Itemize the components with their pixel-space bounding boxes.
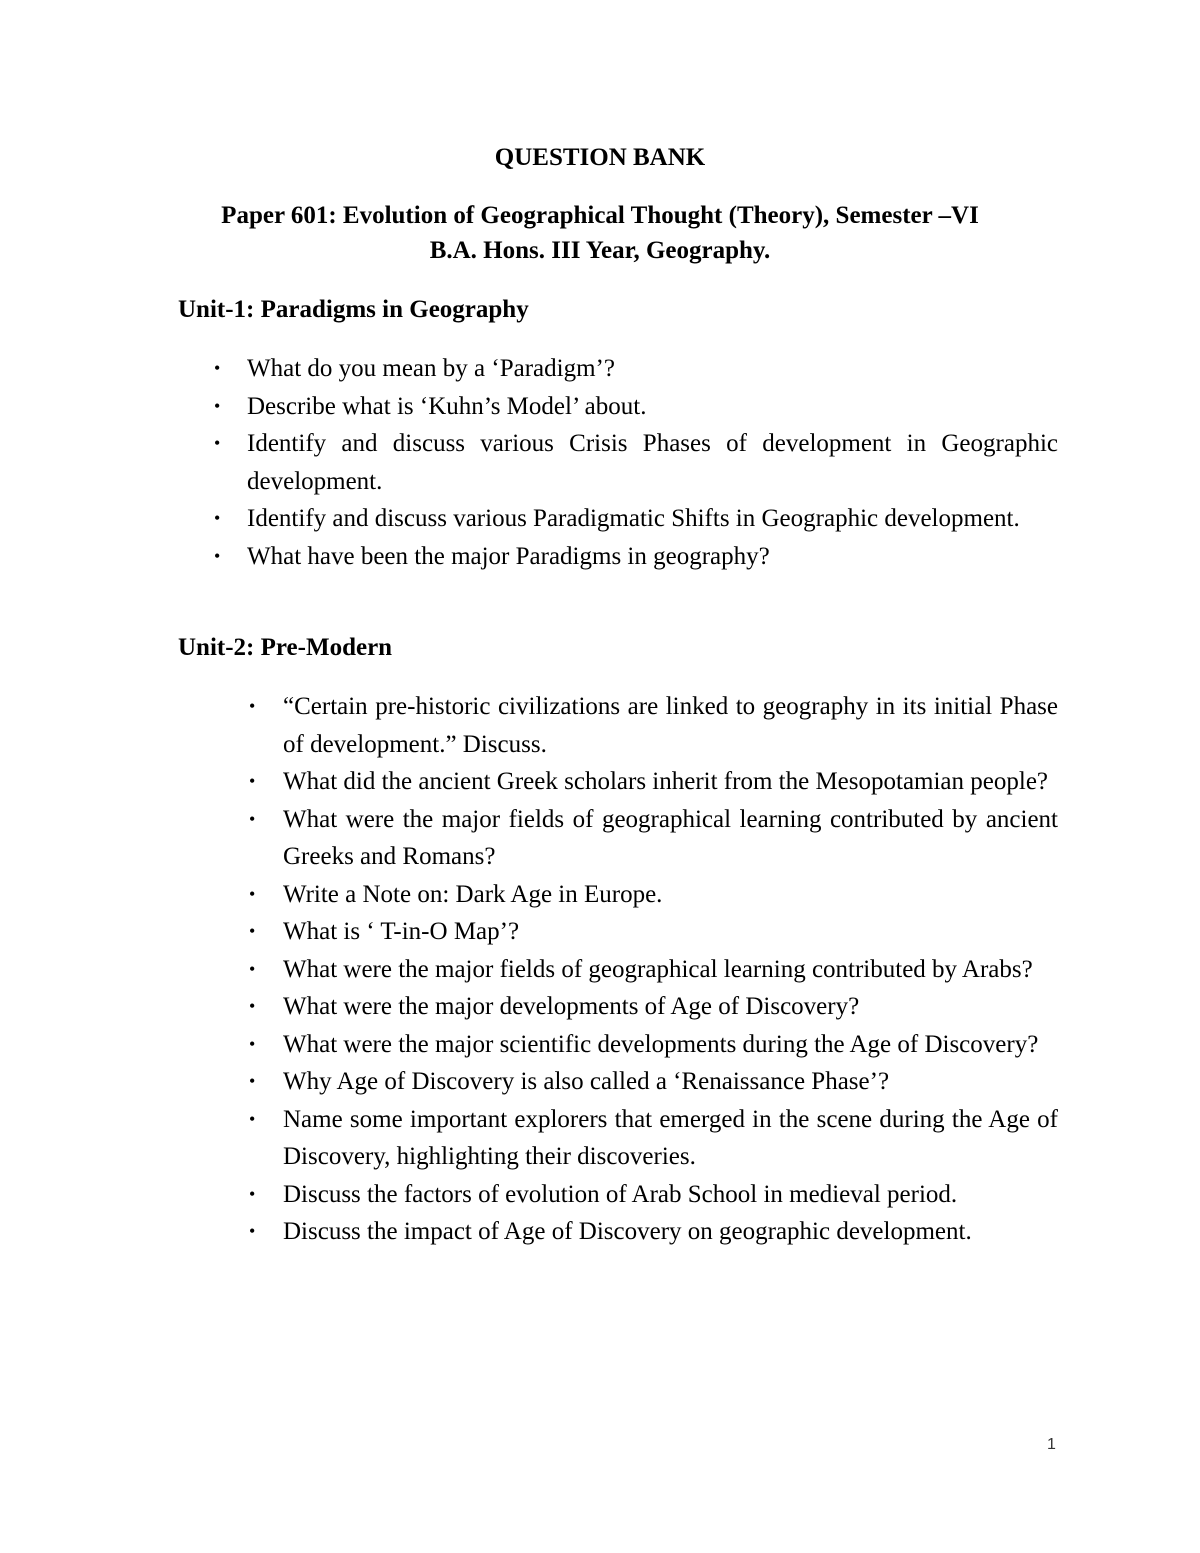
- unit-1-heading: Unit-1: Paradigms in Geography: [178, 296, 529, 323]
- bullet-icon: •: [249, 958, 256, 979]
- bullet-icon: •: [214, 508, 221, 528]
- bullet-icon: •: [214, 433, 221, 453]
- list-item: [249, 1063, 1058, 1101]
- list-item: [249, 951, 1058, 989]
- bullet-icon: •: [249, 921, 256, 941]
- bullet-icon: •: [249, 808, 256, 829]
- bullet-icon: •: [249, 996, 256, 1016]
- list-item: [249, 1176, 1058, 1214]
- bullet-icon: •: [249, 1071, 256, 1091]
- bullet-icon: •: [249, 1108, 256, 1129]
- question-text: What were the major fields of geographical learning contributed by ancient Greeks and Romans?: [283, 805, 1058, 870]
- bullet-icon: •: [214, 358, 221, 378]
- bullet-icon: •: [214, 395, 221, 416]
- list-item: [249, 1213, 1058, 1251]
- question-text: What have been the major Paradigms in geography?: [247, 542, 770, 570]
- list-item: [214, 350, 1058, 388]
- question-text: Describe what is ‘Kuhn’s Model’ about.: [247, 392, 647, 420]
- unit-2-heading: Unit-2: Pre-Modern: [178, 634, 393, 661]
- page-number: 1: [1047, 1436, 1056, 1453]
- list-item: [249, 988, 1058, 1026]
- list-item: [249, 763, 1058, 801]
- bullet-icon: •: [249, 883, 256, 904]
- question-text: Identify and discuss various Crisis Phases of development in Geographic development.: [247, 430, 1058, 495]
- list-item: [214, 425, 1058, 500]
- list-item: [249, 801, 1058, 876]
- list-item: [249, 1026, 1058, 1064]
- question-text: What were the major fields of geographical learning contributed by Arabs?: [283, 955, 1033, 983]
- question-text: Identify and discuss various Paradigmatic Shifts in Geographic development.: [247, 505, 1020, 532]
- bullet-icon: •: [249, 1221, 256, 1241]
- list-item: [249, 688, 1058, 763]
- bullet-icon: •: [249, 696, 256, 716]
- list-item: [214, 388, 1058, 426]
- course-title: B.A. Hons. III Year, Geography.: [429, 237, 771, 264]
- question-text: What do you mean by a ‘Paradigm’?: [247, 355, 615, 382]
- list-item: [249, 1101, 1058, 1176]
- question-text: Discuss the factors of evolution of Arab School in medieval period.: [283, 1180, 958, 1208]
- list-item: [214, 500, 1058, 538]
- bullet-icon: •: [249, 1033, 256, 1054]
- question-text: Why Age of Discovery is also called a ‘Renaissance Phase’?: [283, 1068, 890, 1095]
- unit-1-question-list: [214, 350, 1058, 575]
- document-title: QUESTION BANK: [494, 144, 706, 171]
- question-text: What is ‘ T-in-O Map’?: [283, 918, 520, 945]
- list-item: [249, 913, 1058, 951]
- list-item: [214, 538, 1058, 576]
- unit-2-question-list: [249, 688, 1058, 1251]
- question-text: What did the ancient Greek scholars inherit from the Mesopotamian people?: [283, 768, 1049, 795]
- question-text: Name some important explorers that emerged in the scene during the Age of Discovery, highlighting their discoveries.: [283, 1105, 1058, 1170]
- question-text: “Certain pre-historic civilizations are linked to geography in its initial Phase of development.” Discuss.: [283, 693, 1058, 758]
- list-item: [249, 876, 1058, 914]
- question-text: Write a Note on: Dark Age in Europe.: [283, 880, 663, 908]
- question-text: Discuss the impact of Age of Discovery on geographic development.: [283, 1218, 972, 1245]
- bullet-icon: •: [214, 545, 221, 566]
- bullet-icon: •: [249, 1183, 256, 1204]
- bullet-icon: •: [249, 771, 256, 791]
- question-text: What were the major scientific developments during the Age of Discovery?: [283, 1030, 1039, 1058]
- question-text: What were the major developments of Age of Discovery?: [283, 993, 860, 1020]
- paper-title: Paper 601: Evolution of Geographical Thought (Theory), Semester –VI: [221, 202, 979, 229]
